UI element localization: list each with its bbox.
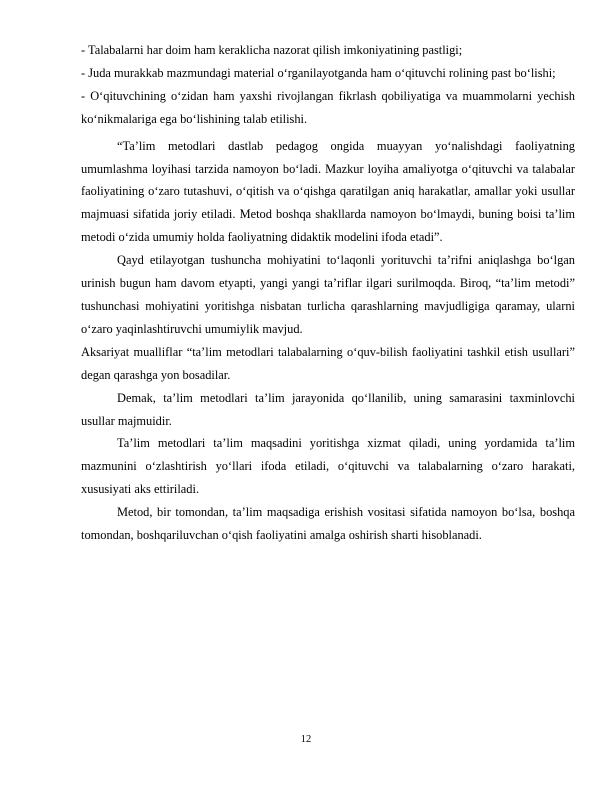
bullet-paragraph: - Juda murakkab mazmundagi material o‘rganilayotganda ham o‘qituvchi rolining past bo‘lishi;: [81, 65, 556, 80]
body-paragraph: Aksariyat mualliflar “ta’lim metodlari talabalarning o‘quv-bilish faoliyatini tashkil etish usullari” degan qarashga yon bosadilar.: [81, 344, 575, 382]
body-paragraph: “Ta’lim metodlari dastlab pedagog ongida muayyan yo‘nalishdagi faoliyatning umumlashma loyihasi tarzida namoyon bo‘ladi. Mazkur loyiha amaliyotga o‘qituvchi va talabalar faoliyatining o‘zaro tutashuvi, o‘qitish va o‘qishga qaratilgan aniq harakatlar, amallar yoki usullar majmuasi sifatida joriy etiladi. Metod boshqa shakllarda namoyon bo‘lmaydi, buning boisi ta’lim metodi o‘zida umumiy holda faoliyatning didaktik modelini ifoda etadi”.: [81, 138, 575, 245]
bullet-paragraph: - O‘qituvchining o‘zidan ham yaxshi rivojlangan fikrlash qobiliyatiga va muammolarni yechish ko‘nikmalariga ega bo‘lishining talab etilishi.: [81, 88, 575, 126]
bullet-paragraph: - Talabalarni har doim ham keraklicha nazorat qilish imkoniyatining pastligi;: [81, 43, 463, 57]
page-number: 12: [300, 734, 312, 745]
body-paragraph: Demak, ta’lim metodlari ta’lim jarayonida qo‘llanilib, uning samarasini taxminlovchi usullar majmuidir.: [81, 390, 575, 428]
body-paragraph: Ta’lim metodlari ta’lim maqsadini yoritishga xizmat qiladi, uning yordamida ta’lim mazmunini o‘zlashtirish yo‘llari ifoda etiladi, o‘qituvchi va talabalarning o‘zaro harakati, xususiyati aks ettiriladi.: [81, 436, 575, 497]
body-paragraph: Metod, bir tomondan, ta’lim maqsadiga erishish vositasi sifatida namoyon bo‘lsa, boshqa tomondan, boshqariluvchan o‘qish faoliyatini amalga oshirish sharti hisoblanadi.: [81, 505, 575, 543]
document-page: [81, 39, 575, 547]
body-paragraph: Qayd etilayotgan tushuncha mohiyatini to‘laqonli yorituvchi ta’rifni aniqlashga bo‘lgan urinish bugun ham davom etyapti, yangi yangi ta’riflar ilgari surilmoqda. Biroq, “ta’lim metodi” tushunchasi mohiyatini yoritishga nisbatan turlicha qarashlarning mavjudligiga qaramay, ularni o‘zaro yaqinlashtiruvchi umumiylik mavjud.: [81, 253, 575, 336]
